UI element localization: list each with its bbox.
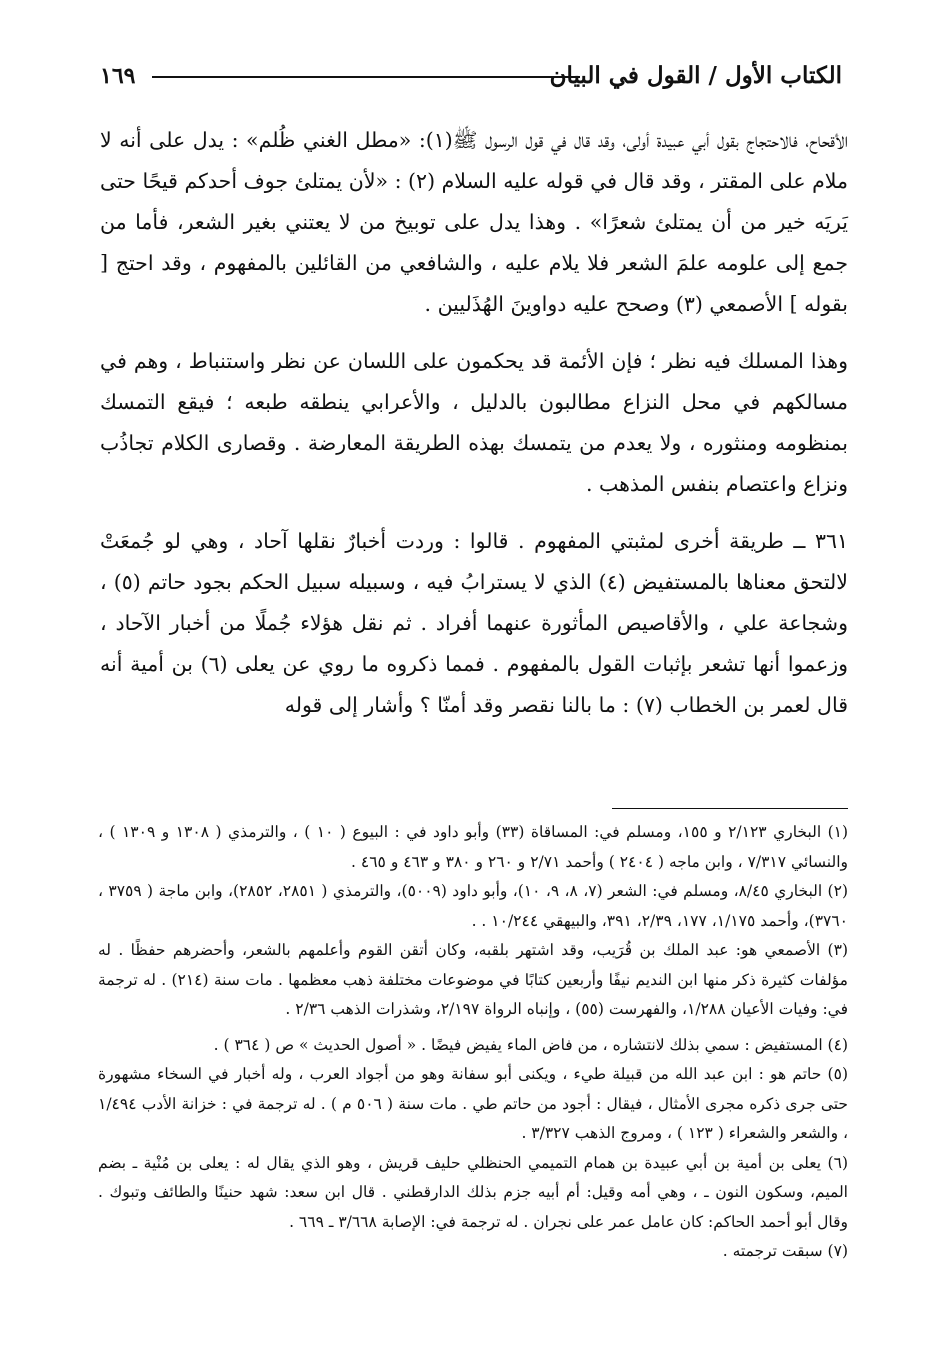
footnote-7: (٧) سبقت ترجمته . [722, 1242, 848, 1260]
running-title: الكتاب الأول / القول في البيان [549, 62, 842, 89]
main-text [100, 120, 848, 726]
footnote-separator [612, 808, 848, 809]
running-header [100, 58, 842, 98]
footnote-3: (٣) الأصمعي هو: عبد الملك بن قُرَيب، وقد اشتهر بلقبه، وكان أتقن القوم وأعلمهم بالشعر، وأحضرهم حفظًا . له مؤلفات كثيرة ذكر منها ابن النديم نيفًا وأربعين كتابًا في موضوعات مختلفة ذهب معظمها . مات سنة (٢١٤) . له ترجمة في: وفيات الأعيان ١/٢٨٨، والفهرست (٥٥) ، وإنباه الرواة ٢/١٩٧، وشذرات الذهب ٢/٣٦ . [98, 941, 848, 1018]
footnotes [98, 818, 848, 1267]
page-number: ١٦٩ [100, 63, 136, 89]
footnote-5: (٥) حاتم هو : ابن عبد الله من قبيلة طيء ، ويكنى أبو سفانة وهو من أجواد العرب ، وله أخبار في السخاء مشهورة حتى جرى ذكره مجرى الأمثال ، فيقال : أجود من حاتم طي . مات سنة ( ٥٠٦ م ) . له ترجمة في : خزانة الأدب ١/٤٩٤ ، والشعر والشعراء ( ١٢٣ ) ، ومروج الذهب ٣/٣٢٧ . [98, 1065, 848, 1142]
header-rule [152, 76, 580, 78]
body-paragraph-361: ٣٦١ ــ طريقة أخرى لمثبتي المفهوم . قالوا : وردت أخبارٌ نقلها آحاد ، وهي لو جُمعَتْ لالتحق معناها بالمستفيض (٤) الذي لا يسترابُ فيه ، وسبيله سبيل الحكم بجود حاتم (٥) ، وشجاعة علي ، والأقاصيص المأثورة عنهما أفراد . ثم نقل هؤلاء جُملًا من أخبار الآحاد ، وزعموا أنها تشعر بإثبات القول بالمفهوم . فمما ذكروه ما روي عن يعلى (٦) بن أمية أنه قال لعمر بن الخطاب (٧) : ما بالنا نقصر وقد أمنّا ؟ وأشار إلى قوله [100, 529, 848, 717]
footnote-2: (٢) البخاري ٨/٤٥، ومسلم في: الشعر (٧، ٨، ٩، ١٠)، وأبو داود (٥٠٠٩)، والترمذي ( ٢٨٥١، ٢٨٥٢)، وابن ماجة ( ٣٧٥٩ ، ٣٧٦٠)، وأحمد ١/١٧٥، ١٧٧، ٢/٣٩، ٣٩١، والبيهقي ١٠/٢٤٤ . . [98, 882, 848, 930]
body-paragraph: وهذا المسلك فيه نظر ؛ فإن الأئمة قد يحكمون على اللسان عن نظر واستنباط ، وهم في مسالكهم في محل النزاع مطالبون بالدليل ، والأعرابي ينطقه طبعه ؛ فيقع التمسك بمنظومه ومنثوره ، ولا يعدم من يتمسك بهذه الطريقة المعارضة . وقصارى الكلام تجاذُب ونزاع واعتصام بنفس المذهب . [100, 349, 848, 496]
footnote-6: (٦) يعلى بن أمية بن أبي عبيدة بن همام التميمي الحنظلي حليف قريش ، وهو الذي يقال له : يعلى بن مُنْية ـ بضم الميم، وسكون النون ـ ، وهي أمه وقيل: أم أبيه جزم بذلك الدارقطني . قال ابن سعد: شهد حنينًا والطائف وتبوك . وقال أبو أحمد الحاكم: كان عامل عمر على نجران . له ترجمة في: الإصابة ٣/٦٦٨ ـ ٦٦٩ . [98, 1153, 848, 1231]
footnote-4: (٤) المستفيض : سمي بذلك لانتشاره ، من فاض الماء يفيض فيضًا . « أصول الحديث » ص ( ٣٦٤ ) . [213, 1035, 848, 1054]
footnote-1: (١) البخاري ٢/١٢٣ و ١٥٥، ومسلم في: المساقاة (٣٣) وأبو داود في : البيوع ( ١٠ ) ، والترمذي ( ١٣٠٨ و ١٣٠٩ ) ، والنسائي ٧/٣١٧ ، وابن ماجه ( ٢٤٠٤ ) وأحمد ٢/٧١ و ٢٦٠ و ٣٨٠ و ٤٦٣ و ٤٦٥ . [98, 823, 849, 871]
body-paragraph: الأقحاح، فالاحتجاج بقول أبي عبيدة أولى، وقد قال في قول الرسول ﷺ(١): «مطل الغني ظُلم» : يدل على أنه لا ملام على المقتر ، وقد قال في قوله عليه السلام (٢) : «لأن يمتلئ جوف أحدكم قيحًا حتى يَريَه خير من أن يمتلئ شعرًا» . وهذا يدل على توبيخ من لا يعتني بغير الشعر، فأما من جمع إلى علومه علمَ الشعر فلا يلام عليه ، والشافعي من القائلين بالمفهوم ، وقد احتج [ بقوله ] الأصمعي (٣) وصحح عليه دواوينَ الهُذَليين . [100, 128, 849, 316]
